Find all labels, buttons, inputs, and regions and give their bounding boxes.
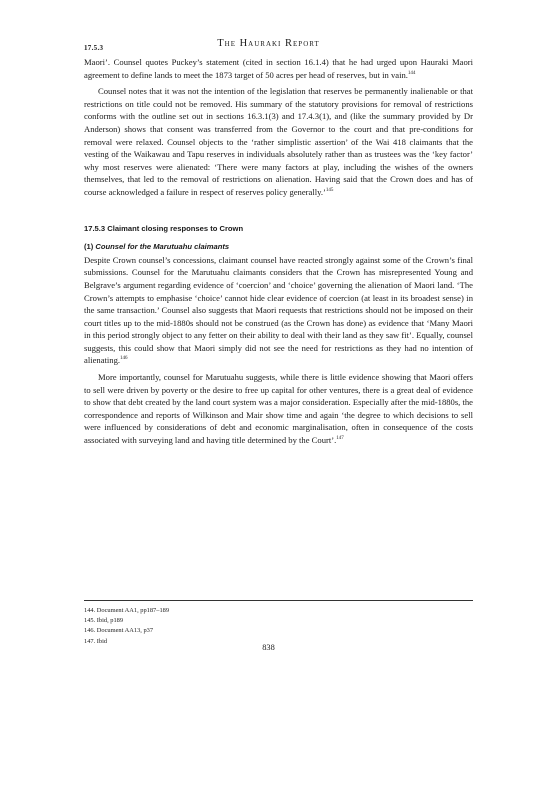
subsection-number: (1) <box>84 242 94 252</box>
paragraph-3 <box>84 254 473 367</box>
running-header: The Hauraki Report <box>217 38 320 49</box>
footnote-146: 146. Document AA13, p37 <box>84 627 154 635</box>
paragraph-2-text: Counsel notes that it was not the intention of the legislation that reserves be permanently inalienable or that restrictions on title could not be removed. His summary of the statutory provisions for removal of restrictions conforms with the outline set out in sections 16.3.1(3) and 17.4.3(1), and (like the summary provided by Dr Anderson) shows that consent was transferred from the Governor to the court and that pre-conditions for removal were relaxed. Counsel objects to the ‘rather simplistic assertion’ of the Wai 418 claimants that the vesting of the Waikawau and Tapu reserves in individuals absolutely rather than as trustees was the ‘key factor’ why most reserves were alienated: ‘There were many factors at play, including the wishes of the owners themselves, that led to the removal of restrictions on alienation. Having said that the Crown does and has of course acknowledged a failure in respect of reserves policy generally.’ <box>84 86 473 197</box>
footnote-147: 147. Ibid <box>84 637 108 645</box>
footnotes <box>84 606 473 647</box>
paragraph-3-text: Despite Crown counsel’s concessions, claimant counsel have reacted strongly against some of the Crown’s final submissions. Counsel for the Marutuahu claimants considers that the Crown has misrepresented Young and Belgrave’s argument regarding evidence of ‘coercion’ and ‘choice’ governing the alienation of Maori land. ‘The Crown’s attempts to emphasise ‘choice’ cannot hide clear evidence of coercion (at least in its broadest sense) in the same transaction.’ Counsel also suggests that Maori requests that restrictions should not be imposed on their court titles up to the mid-1880s should not be construed (as the Crown has done) as evidence that ‘Many Maori in this period strongly object to any fetter on their ability to deal with their land as they saw fit’. Equally, counsel suggests, this could show that Maori simply did not see the need for restrictions as they had no intention of alienating. <box>84 254 473 366</box>
section-heading: 17.5.3 Claimant closing responses to Crown <box>84 223 244 233</box>
footnote-ref-144: 144 <box>407 70 416 76</box>
paragraph-4 <box>84 371 473 447</box>
paragraph-1-text: Maori’. Counsel quotes Puckey’s statement (cited in section 16.1.4) that he had urged upon Hauraki Maori agreement to define lands to meet the 1873 target of 50 acres per head of reserves, but in vain. <box>84 57 473 80</box>
paragraph-1 <box>84 56 473 81</box>
page-number: 838 <box>262 643 275 652</box>
paragraph-2 <box>84 85 473 198</box>
footnote-144: 144. Document AA1, pp187–189 <box>84 607 170 614</box>
footnote-145: 145. Ibid, p189 <box>84 617 124 625</box>
body-text <box>84 56 473 447</box>
paragraph-4-text: More importantly, counsel for Marutuahu suggests, while there is little evidence showing that Maori offers to sell were driven by poverty or the desire to free up capital for other ventures, there is a great deal of evidence to show that debt created by the land court system was a major consideration. Especially after the mid-1880s, the correspondence and reports of Wilkinson and Mair show time and again ‘the degree to which decisions to sell were influenced by considerations of debt and economic marginalisation, often in consequence of the costs associated with surveying land and having title determined by the Court’. <box>84 372 473 446</box>
footnote-ref-147: 147 <box>336 436 344 442</box>
footnote-ref-145: 145 <box>325 187 334 193</box>
section-reference: 17.5.3 <box>84 44 104 52</box>
footnote-divider <box>84 600 473 601</box>
subsection-heading <box>84 241 473 254</box>
subsection-title: Counsel for the Marutuahu claimants <box>95 242 230 252</box>
footnote-ref-146: 146 <box>120 356 128 362</box>
